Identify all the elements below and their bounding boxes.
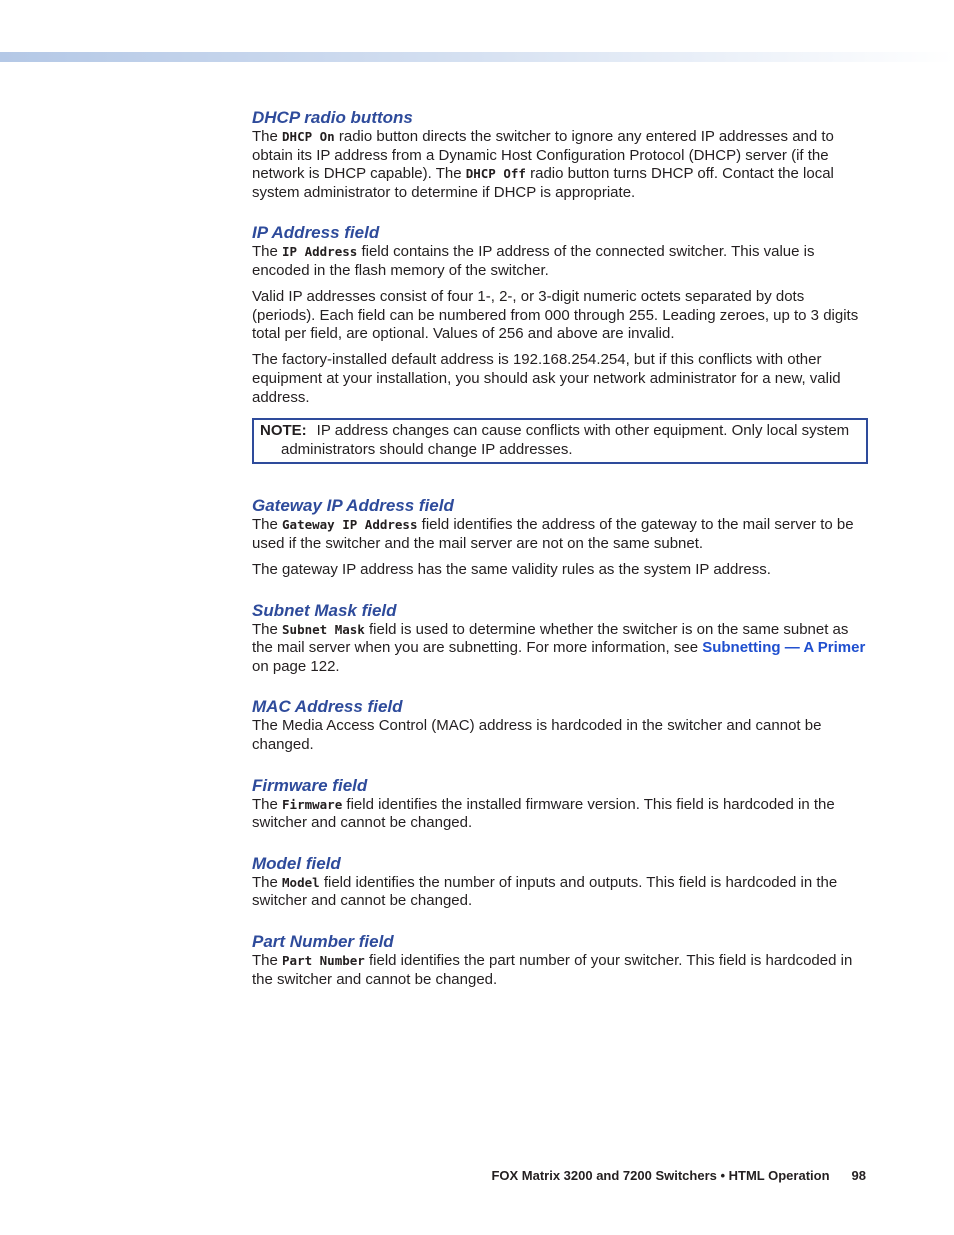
- text: on page 122.: [252, 657, 340, 675]
- page-content: [252, 108, 868, 989]
- firmware-heading: Firmware field: [252, 775, 368, 795]
- text: radio button turns DHCP off. Contact the local system administrator to determine if DHCP is appropriate.: [252, 165, 834, 201]
- ip-paragraph-1: [252, 243, 868, 280]
- page-footer: [491, 1168, 866, 1183]
- subnetting-primer-link[interactable]: Subnetting — A Primer: [702, 639, 866, 657]
- note-label: NOTE:: [260, 422, 307, 440]
- section-ip-address: [252, 223, 868, 464]
- section-firmware: [252, 776, 868, 833]
- dhcp-heading: DHCP radio buttons: [252, 108, 413, 127]
- code-gateway-ip-address: Gateway IP Address: [282, 517, 418, 533]
- text: field is used to determine whether the switcher is on the same subnet as the mail server when you are subnetting. For more information, see: [252, 620, 849, 657]
- firmware-paragraph: [252, 796, 868, 833]
- section-subnet: [252, 601, 868, 677]
- code-part-number: Part Number: [282, 952, 365, 968]
- text: The: [252, 516, 283, 534]
- gateway-paragraph-1: [252, 516, 868, 553]
- text: field identifies the part number of your switcher. This field is hardcoded in the switcher and cannot be changed.: [252, 951, 853, 988]
- code-firmware: Firmware: [282, 796, 343, 812]
- part-paragraph: [252, 952, 868, 989]
- section-part-number: [252, 932, 868, 989]
- text: The: [252, 128, 283, 145]
- dhcp-paragraph: [252, 128, 868, 202]
- text: The: [252, 243, 283, 261]
- code-subnet-mask: Subnet Mask: [282, 621, 365, 637]
- page-number: 98: [851, 1168, 866, 1183]
- text: field contains the IP address of the connected switcher. This value is encoded in the flash memory of the switcher.: [252, 243, 815, 279]
- code-dhcp-off: DHCP Off: [465, 166, 526, 182]
- section-model: [252, 854, 868, 911]
- gateway-heading: Gateway IP Address field: [252, 496, 454, 516]
- part-heading: Part Number field: [252, 931, 394, 951]
- ip-paragraph-3: The factory-installed default address is 192.168.254.254, but if this conflicts with other equipment at your installation, you should ask your network administrator for a new, valid address.: [252, 351, 841, 406]
- ip-paragraph-2: Valid IP addresses consist of four 1-, 2-, or 3-digit numeric octets separated by dots (periods). Each field can be numbered from 000 through 255. Leading zeroes, up to 3 digits total per field, are optional. Values of 256 and above are invalid.: [252, 288, 859, 343]
- text: field identifies the address of the gateway to the mail server to be used if the switcher and the mail server are not on the same subnet.: [252, 516, 854, 552]
- header-gradient-bar: [0, 52, 954, 62]
- ip-heading: IP Address field: [252, 223, 380, 243]
- mac-paragraph: The Media Access Control (MAC) address is hardcoded in the switcher and cannot be changed.: [252, 717, 822, 753]
- code-dhcp-on: DHCP On: [282, 129, 335, 144]
- text: The: [252, 951, 283, 969]
- model-paragraph: [252, 874, 868, 911]
- code-model: Model: [282, 874, 320, 890]
- text: The: [252, 795, 283, 813]
- text: field identifies the installed firmware version. This field is hardcoded in the switcher and cannot be changed.: [252, 795, 835, 832]
- text: The: [252, 873, 283, 891]
- text: radio button directs the switcher to ignore any entered IP addresses and to obtain its IP address from a Dynamic Host Configuration Protocol (DHCP) server (if the network is DHCP capable). The: [252, 128, 834, 183]
- section-mac: [252, 697, 868, 754]
- subnet-paragraph: [252, 621, 868, 677]
- section-dhcp: [252, 108, 868, 202]
- note-text-2: administrators should change IP addresses.: [281, 440, 573, 458]
- model-heading: Model field: [252, 853, 341, 873]
- footer-title: FOX Matrix 3200 and 7200 Switchers • HTML Operation: [491, 1168, 830, 1183]
- section-gateway: [252, 496, 868, 579]
- note-box: [252, 418, 868, 464]
- text: field identifies the number of inputs and outputs. This field is hardcoded in the switcher and cannot be changed.: [252, 873, 838, 910]
- mac-heading: MAC Address field: [252, 697, 403, 717]
- note-text-1: IP address changes can cause conflicts with other equipment. Only local system: [316, 422, 850, 440]
- code-ip-address: IP Address: [282, 244, 358, 260]
- gateway-paragraph-2: The gateway IP address has the same validity rules as the system IP address.: [252, 561, 771, 578]
- text: The: [252, 620, 283, 638]
- subnet-heading: Subnet Mask field: [252, 600, 397, 620]
